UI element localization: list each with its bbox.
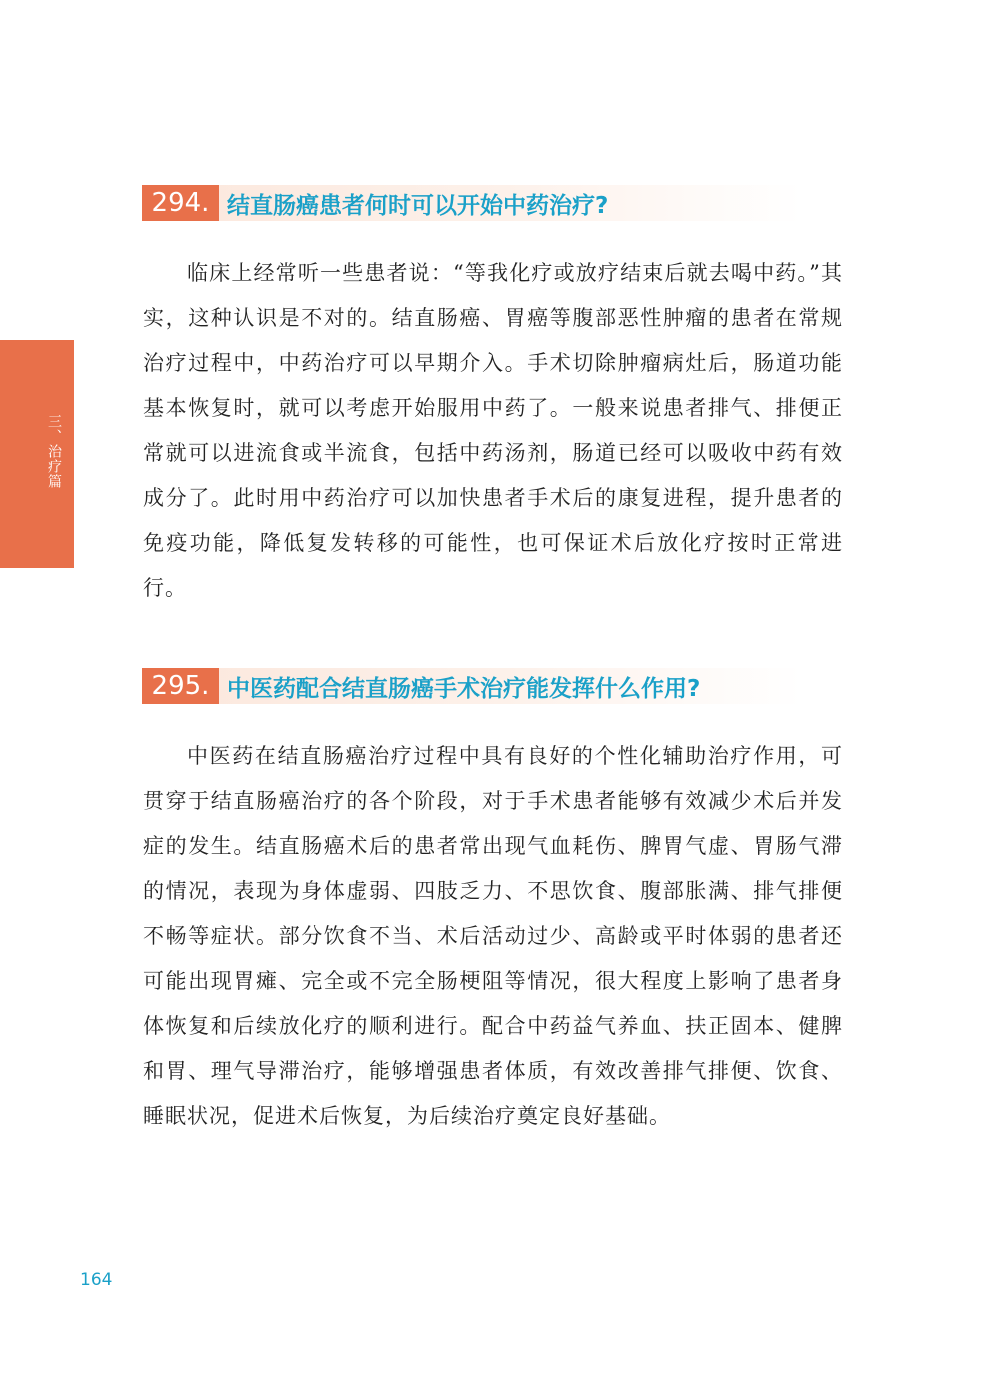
answer-paragraph: 中医药在结直肠癌治疗过程中具有良好的个性化辅助治疗作用，可贯穿于结直肠癌治疗的各个阶段，对于手术患者能够有效减少术后并发症的发生。结直肠癌术后的患者常出现气血耗伤、脾胃气虚、胃肠气滞的情况，表现为身体虚弱、四肢乏力、不思饮食、腹部胀满、排气排便不畅等症状。部分饮食不当、术后活动过少、高龄或平时体弱的患者还可能出现胃瘫、完全或不完全肠梗阻等情况，很大程度上影响了患者身体恢复和后续放化疗的顺利进行。配合中药益气养血、扶正固本、健脾和胃、理气导滞治疗，能够增强患者体质，有效改善排气排便、饮食、睡眠状况，促进术后恢复，为后续治疗奠定良好基础。 — [143, 744, 843, 1128]
question-number: 295. — [142, 668, 219, 704]
question-title: 中医药配合结直肠癌手术治疗能发挥什么作用? — [227, 675, 701, 702]
chapter-tab-label: 三、治疗篇 — [46, 414, 62, 489]
question-title: 结直肠癌患者何时可以开始中药治疗? — [227, 192, 609, 219]
question-header-295 — [142, 668, 802, 704]
question-header-294 — [142, 185, 802, 221]
page-number: 164 — [80, 1270, 113, 1290]
answer-paragraph: 临床上经常听一些患者说：“等我化疗或放疗结束后就去喝中药。”其实，这种认识是不对的。结直肠癌、胃癌等腹部恶性肿瘤的患者在常规治疗过程中，中药治疗可以早期介入。手术切除肿瘤病灶后，肠道功能基本恢复时，就可以考虑开始服用中药了。一般来说患者排气、排便正常就可以进流食或半流食，包括中药汤剂，肠道已经可以吸收中药有效成分了。此时用中药治疗可以加快患者手术后的康复进程，提升患者的免疫功能，降低复发转移的可能性，也可保证术后放化疗按时正常进行。 — [143, 261, 843, 600]
chapter-side-tab — [0, 340, 74, 568]
question-number: 294. — [142, 185, 219, 221]
